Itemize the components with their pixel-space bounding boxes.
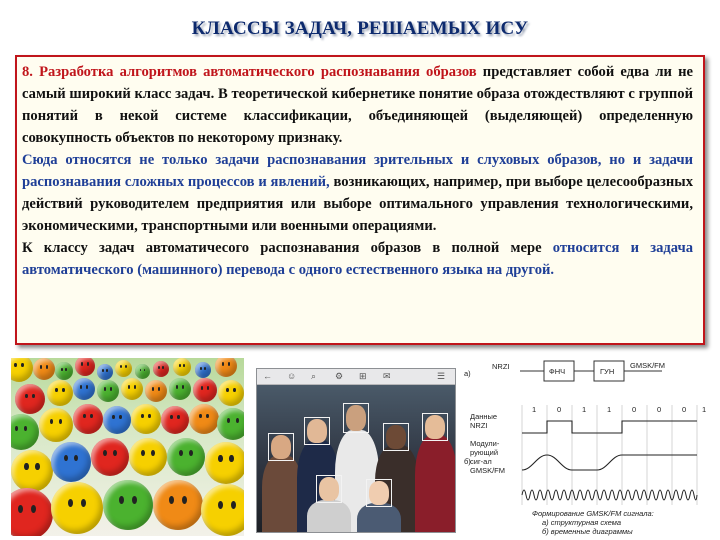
paragraph-2 <box>22 149 693 237</box>
ball-icon <box>145 380 167 402</box>
output-label: GMSK/FM <box>630 361 665 370</box>
ball-icon <box>173 358 191 376</box>
paragraph-3 <box>22 237 693 281</box>
grid-icon: ⊞ <box>359 371 367 381</box>
ball-icon <box>195 362 211 378</box>
label-b: б) <box>464 457 471 466</box>
face-icon: ☺ <box>287 371 297 381</box>
face-detection-box <box>422 413 448 441</box>
search-icon: ⌕ <box>311 371 317 381</box>
ball-icon <box>205 442 244 484</box>
paragraph-1 <box>22 61 693 149</box>
ball-icon <box>73 378 95 400</box>
person-body <box>262 455 302 533</box>
ball-icon <box>11 450 53 492</box>
ball-icon <box>201 484 244 536</box>
crowd-scene <box>257 385 456 533</box>
ball-icon <box>11 488 53 536</box>
face-recognition-photo <box>256 368 456 533</box>
ball-icon <box>193 378 217 402</box>
ball-icon <box>97 380 119 402</box>
menu-icon: ☰ <box>437 371 446 381</box>
ball-icon <box>75 358 95 376</box>
row-mod-label-3: сиг-ал <box>470 457 492 466</box>
nrzi-label: NRZI <box>492 362 510 371</box>
bit-label: 0 <box>682 405 687 414</box>
gmsk-signal-diagram <box>462 355 714 537</box>
paragraph-1-item: 8. Разработка алгоритмов автоматического распознавания образов <box>22 64 477 80</box>
phone-toolbar <box>257 369 456 385</box>
row-mod-label-4: GMSK/FM <box>470 466 505 475</box>
label-a: а) <box>464 369 471 378</box>
face-detection-box <box>316 475 342 503</box>
ball-icon <box>47 380 73 406</box>
back-icon: ← <box>263 371 272 381</box>
paragraph-3-text: К классу задач автоматичесого распознавания образов в полной мере <box>22 240 553 256</box>
ball-icon <box>11 358 33 382</box>
ball-icon <box>121 378 143 400</box>
ball-icon <box>161 406 189 434</box>
ball-icon <box>103 480 153 530</box>
ball-icon <box>39 408 73 442</box>
paragraph-2-highlight: Сюда относятся не только задачи распознавания зрительных и слуховых образов, но и задачи распознавания сложных процессов и явлений, <box>22 152 693 190</box>
ball-icon <box>153 361 169 377</box>
paragraph-1-text: представляет собой едва ли не самый широкий класс задач. В теоретической кибернетике понятие образа отождествляют с группой понятий в некой системе классификации, объединяющей (выделяющей) определенную совокупность объектов по некоторому признаку. <box>22 64 693 146</box>
smiley-balls-photo <box>11 358 244 536</box>
bit-label: 1 <box>532 405 537 414</box>
ball-icon <box>153 480 203 530</box>
ball-icon <box>131 404 161 434</box>
ball-icon <box>218 380 244 406</box>
ball-icon <box>15 384 45 414</box>
ball-icon <box>135 364 150 379</box>
gear-icon: ⚙ <box>335 371 344 381</box>
row-mod-label-2: рующий <box>470 448 499 457</box>
ball-icon <box>169 378 191 400</box>
ball-icon <box>129 438 167 476</box>
paragraph-2-text: возникающих, например, при выборе целесообразных действий руководителем предприятия или выборе оптимального управления технологическими, экономическими, транспортными или военными операциями. <box>22 174 694 234</box>
paragraph-3-highlight: относится и задача автоматического (машинного) перевода с одного естественного языка на другой. <box>22 240 693 278</box>
ball-icon <box>33 358 55 380</box>
ball-icon <box>103 406 131 434</box>
diagram-caption-3: б) временные диаграммы <box>542 527 633 536</box>
mail-icon: ✉ <box>383 371 391 381</box>
ball-icon <box>73 404 103 434</box>
face-detection-box <box>304 417 330 445</box>
modulating-waveform <box>522 455 697 470</box>
ball-icon <box>91 438 129 476</box>
ball-icon <box>55 362 73 380</box>
face-detection-box <box>268 433 294 461</box>
person-body <box>307 500 351 533</box>
ball-icon <box>51 482 103 534</box>
ball-icon <box>97 364 113 380</box>
bit-label: 0 <box>657 405 662 414</box>
bit-label: 1 <box>582 405 587 414</box>
bit-label: 0 <box>632 405 637 414</box>
ball-icon <box>215 358 237 377</box>
diagram-caption-2: а) структурная схема <box>542 518 622 527</box>
nrzi-waveform <box>522 421 697 433</box>
gmsk-fm-waveform <box>522 490 697 500</box>
ball-icon <box>167 438 205 476</box>
ball-icon <box>11 414 39 450</box>
bit-label: 0 <box>557 405 562 414</box>
vco-label: ГУН <box>600 367 615 376</box>
face-detection-box <box>343 403 369 433</box>
content-text-box <box>15 55 705 345</box>
ball-icon <box>189 404 219 434</box>
row-data-label-1: Данные <box>470 412 498 421</box>
lowpass-filter-label: ФНЧ <box>549 367 566 376</box>
row-data-label-2: NRZI <box>470 421 488 430</box>
slide-title: КЛАССЫ ЗАДАЧ, РЕШАЕМЫХ ИСУ <box>191 18 529 39</box>
face-detection-box <box>383 423 409 451</box>
bit-label: 1 <box>607 405 612 414</box>
person-body <box>415 435 456 533</box>
face-detection-box <box>366 479 392 507</box>
ball-icon <box>217 408 244 440</box>
person-body <box>357 503 401 533</box>
ball-icon <box>51 442 91 482</box>
bit-label: 1 <box>702 405 707 414</box>
ball-icon <box>115 360 132 377</box>
diagram-caption-1: Формирование GMSK/FM сигнала: <box>532 509 654 518</box>
row-mod-label-1: Модули- <box>470 439 500 448</box>
